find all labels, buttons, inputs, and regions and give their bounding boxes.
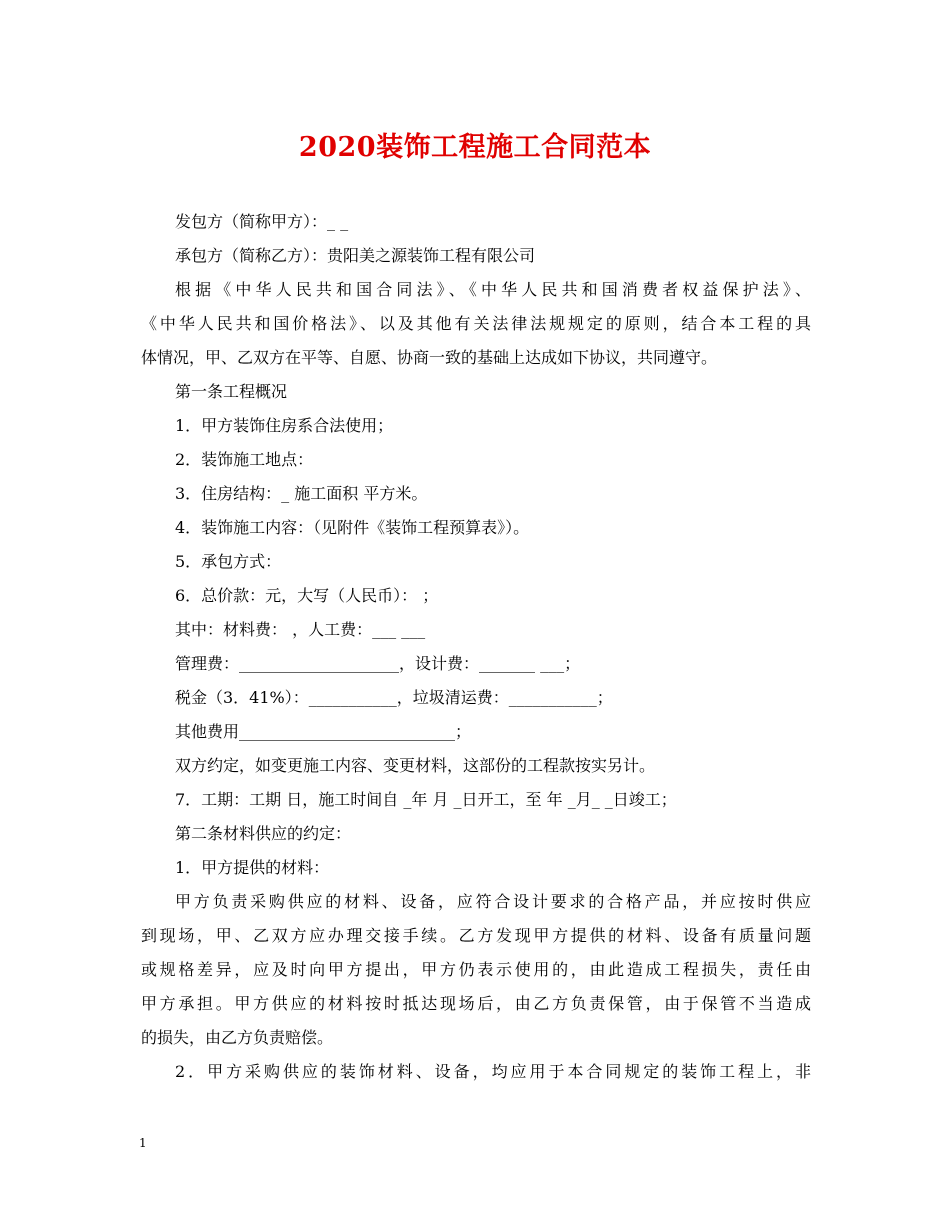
clause-1-1: 1．甲方装饰住房系合法使用； [175,416,394,435]
variation-agreement-line: 双方约定，如变更施工内容、变更材料，这部份的工程款按实另计。 [175,756,656,775]
cost-breakdown-line-4: 其他费用___________________________； [175,722,472,741]
clause-1-4: 4．装饰施工内容：（见附件《装饰工程预算表》）。 [175,518,530,537]
clause-1-7: 7．工期：工期 日，施工时间自 _年 月 _日开工，至 年 _月_ _日竣工； [175,790,677,809]
clause-2-2: 2．甲方采购供应的装饰材料、设备，均应用于本合同规定的装饰工程上，非 [175,1062,811,1081]
materials-paragraph-line-1: 甲方负责采购供应的材料、设备，应符合设计要求的合格产品，并应按时供应 [175,892,811,911]
clause-2-1: 1．甲方提供的材料： [175,858,330,877]
materials-paragraph-line-3: 或规格差异，应及时向甲方提出，甲方仍表示使用的，由此造成工程损失，责任由 [141,960,811,979]
cost-breakdown-line-3: 税金（3．41%）：___________，垃圾清运费：___________； [175,688,613,707]
cost-breakdown-line-1: 其中：材料费： ，人工费：___ ___ [175,620,426,639]
clause-1-3: 3．住房结构：_ 施工面积 平方米。 [175,484,428,503]
party-b-line: 承包方（简称乙方）：贵阳美之源装饰工程有限公司 [175,246,536,265]
contract-body [141,205,811,1089]
document-title: 2020装饰工程施工合同范本 [298,132,652,163]
page-number: 1 [139,1136,147,1150]
clause-1-6: 6．总价款：元，大写（人民币）： ； [175,586,439,605]
materials-paragraph-line-5: 的损失，由乙方负责赔偿。 [141,1028,334,1047]
clause-1-5: 5．承包方式： [175,552,282,571]
article-2-heading: 第二条材料供应的约定： [175,824,352,843]
preamble-line-3: 体情况，甲、乙双方在平等、自愿、协商一致的基础上达成如下协议，共同遵守。 [141,348,718,367]
clause-1-2: 2．装饰施工地点： [175,450,314,469]
materials-paragraph-line-2: 到现场，甲、乙双方应办理交接手续。乙方发现甲方提供的材料、设备有质量问题 [141,926,811,945]
preamble-line-1: 根据《中华人民共和国合同法》、《中华人民共和国消费者权益保护法》、 [175,280,811,299]
article-1-heading: 第一条工程概况 [175,382,288,401]
party-a-line: 发包方（简称甲方）：_ _ [175,212,349,231]
preamble-line-2: 《中华人民共和国价格法》、以及其他有关法律法规规定的原则，结合本工程的具 [141,314,811,333]
materials-paragraph-line-4: 甲方承担。甲方供应的材料按时抵达现场后，由乙方负责保管，由于保管不当造成 [141,994,811,1013]
cost-breakdown-line-2: 管理费：____________________，设计费：_______ ___； [175,654,581,673]
